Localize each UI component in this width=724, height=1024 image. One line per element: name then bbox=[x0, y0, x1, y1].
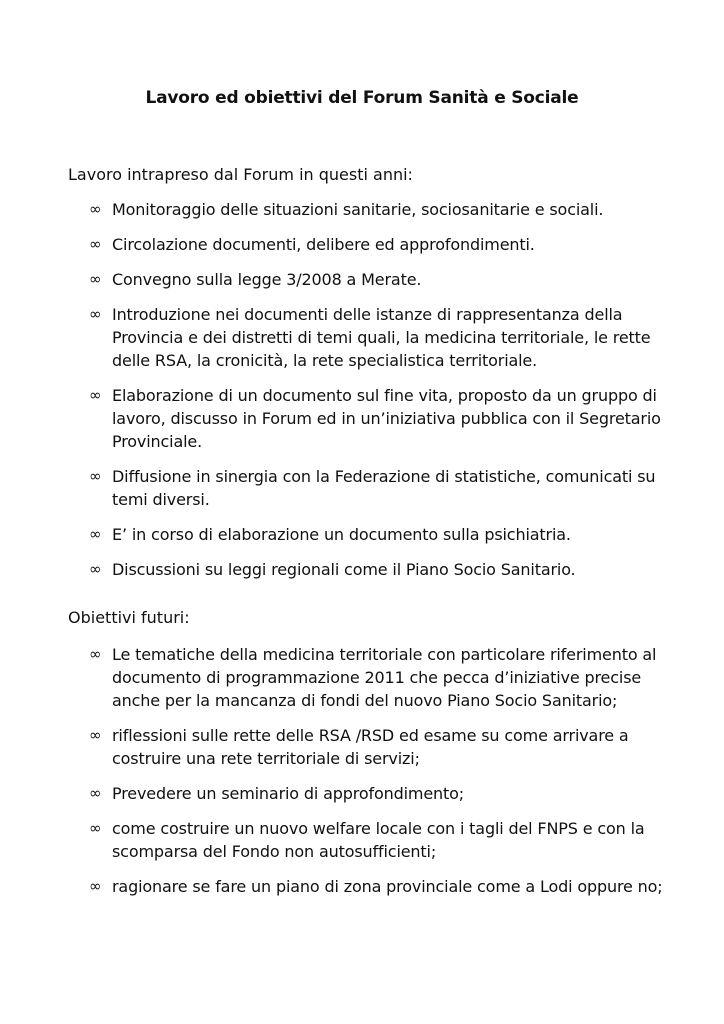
infinity-bullet-icon: ∞ bbox=[89, 386, 102, 404]
list-item-text: riflessioni sulle rette delle RSA /RSD ed esame su come arrivare a costruire una rete territoriale di servizi; bbox=[112, 726, 629, 768]
future-goals-list bbox=[68, 643, 668, 898]
infinity-bullet-icon: ∞ bbox=[89, 819, 102, 837]
list-item-text: Le tematiche della medicina territoriale con particolare riferimento al documento di programmazione 2011 che pecca d’iniziative precise anche per la mancanza di fondi del nuovo Piano Socio Sanitario; bbox=[112, 645, 657, 710]
list-item-text: ragionare se fare un piano di zona provinciale come a Lodi oppure no; bbox=[112, 877, 663, 896]
list-item bbox=[68, 875, 668, 898]
infinity-bullet-icon: ∞ bbox=[89, 560, 102, 578]
list-item-text: Diffusione in sinergia con la Federazione di statistiche, comunicati su temi diversi. bbox=[112, 467, 656, 509]
document-title: Lavoro ed obiettivi del Forum Sanità e Sociale bbox=[145, 88, 579, 108]
list-item bbox=[68, 268, 668, 291]
list-item bbox=[68, 643, 668, 712]
list-item bbox=[68, 198, 668, 221]
list-item-text: Monitoraggio delle situazioni sanitarie, sociosanitarie e sociali. bbox=[112, 200, 604, 219]
list-item bbox=[68, 523, 668, 546]
infinity-bullet-icon: ∞ bbox=[89, 200, 102, 218]
list-item-text: Discussioni su leggi regionali come il Piano Socio Sanitario. bbox=[112, 560, 576, 579]
list-item bbox=[68, 782, 668, 805]
list-item-text: Introduzione nei documenti delle istanze di rappresentanza della Provincia e dei distretti di temi quali, la medicina territoriale, le rette delle RSA, la cronicità, la rete specialistica territoriale. bbox=[112, 305, 651, 370]
infinity-bullet-icon: ∞ bbox=[89, 877, 102, 895]
list-item-text: Elaborazione di un documento sul fine vita, proposto da un gruppo di lavoro, discusso in Forum ed in un’iniziativa pubblica con il Segretario Provinciale. bbox=[112, 386, 661, 451]
list-item bbox=[68, 724, 668, 770]
list-item bbox=[68, 558, 668, 581]
list-item-text: Circolazione documenti, delibere ed approfondimenti. bbox=[112, 235, 535, 254]
infinity-bullet-icon: ∞ bbox=[89, 726, 102, 744]
list-item bbox=[68, 384, 668, 453]
list-item bbox=[68, 303, 668, 372]
work-done-list bbox=[68, 198, 668, 581]
infinity-bullet-icon: ∞ bbox=[89, 235, 102, 253]
section-heading-work-done: Lavoro intrapreso dal Forum in questi anni: bbox=[68, 165, 413, 184]
list-item-text: Prevedere un seminario di approfondimento; bbox=[112, 784, 465, 803]
list-item bbox=[68, 233, 668, 256]
list-item-text: Convegno sulla legge 3/2008 a Merate. bbox=[112, 270, 422, 289]
infinity-bullet-icon: ∞ bbox=[89, 270, 102, 288]
infinity-bullet-icon: ∞ bbox=[89, 467, 102, 485]
list-item-text: come costruire un nuovo welfare locale con i tagli del FNPS e con la scomparsa del Fondo non autosufficienti; bbox=[112, 819, 645, 861]
section-heading-future-goals: Obiettivi futuri: bbox=[68, 608, 190, 627]
list-item bbox=[68, 465, 668, 511]
infinity-bullet-icon: ∞ bbox=[89, 305, 102, 323]
list-item-text: E’ in corso di elaborazione un documento sulla psichiatria. bbox=[112, 525, 571, 544]
infinity-bullet-icon: ∞ bbox=[89, 525, 102, 543]
list-item bbox=[68, 817, 668, 863]
infinity-bullet-icon: ∞ bbox=[89, 784, 102, 802]
infinity-bullet-icon: ∞ bbox=[89, 645, 102, 663]
